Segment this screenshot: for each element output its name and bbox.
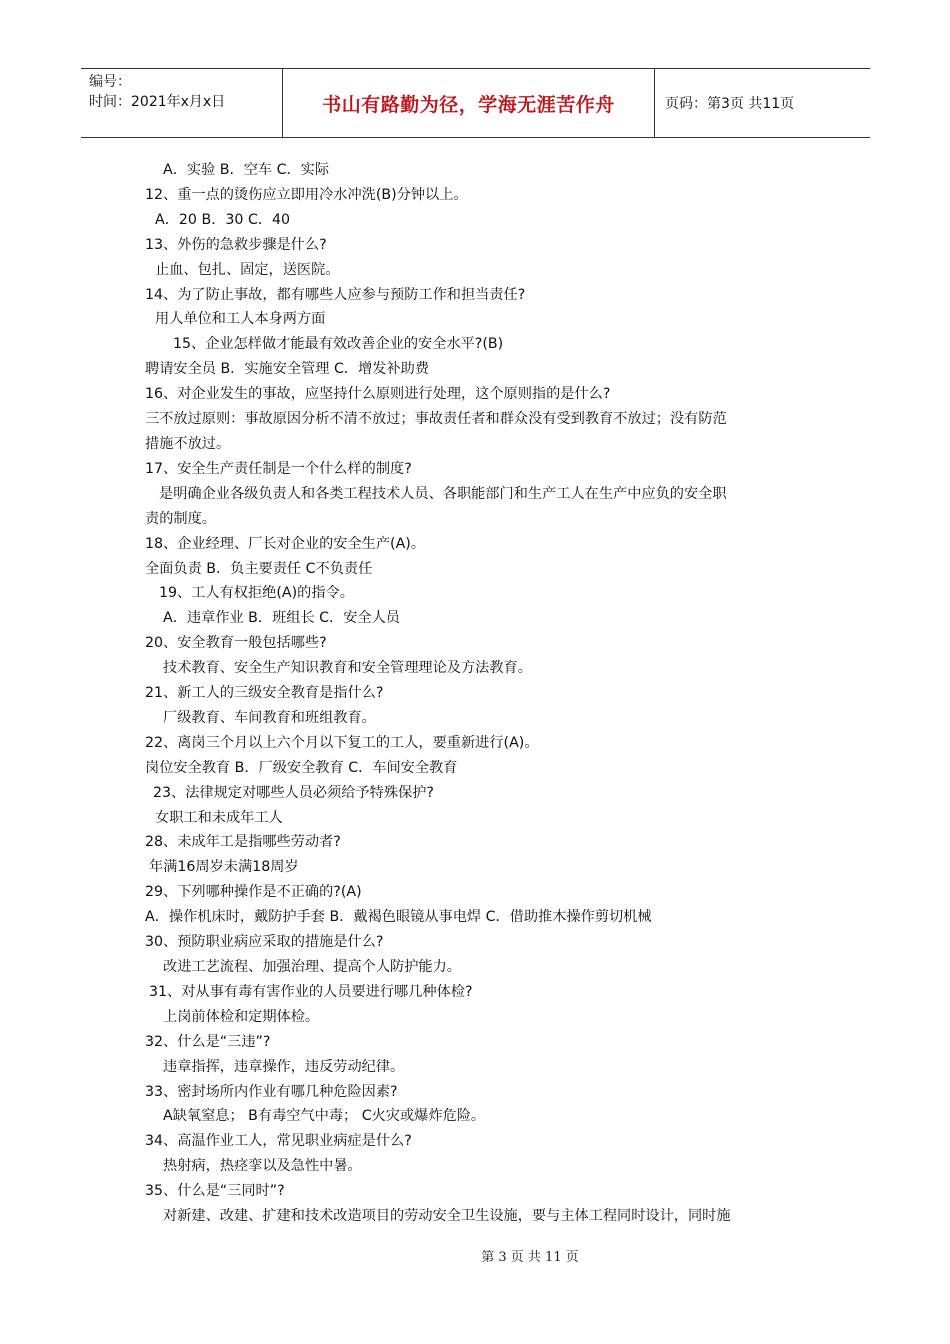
answer-line: 对新建、改建、扩建和技术改造项目的劳动安全卫生设施，要与主体工程同时设计，同时施 xyxy=(163,1208,731,1225)
question-line: 12、重一点的烫伤应立即用冷水冲洗(B)分钟以上。 xyxy=(145,186,468,203)
document-body xyxy=(145,158,825,1229)
question-line: 32、什么是“三违”? xyxy=(145,1033,271,1050)
header-motto: 书山有路勤为径，学海无涯苦作舟 xyxy=(283,69,655,137)
footer-page-number: 第 3 页 共 11 页 xyxy=(481,1250,579,1265)
question-line: 23、法律规定对哪些人员必须给予特殊保护? xyxy=(153,784,434,801)
page-header xyxy=(81,68,870,138)
question-line: 20、安全教育一般包括哪些? xyxy=(145,635,327,652)
text-line: A．操作机床时，戴防护手套 B．戴褐色眼镜从事电焊 C．借助推木操作剪切机械 xyxy=(145,909,652,926)
answer-line: 热射病，热痉挛以及急性中暑。 xyxy=(163,1158,362,1175)
text-line: A．20 B．30 C．40 xyxy=(155,211,291,228)
question-line: 13、外伤的急救步骤是什么? xyxy=(145,236,327,253)
document-date: 时间：2021年x月x日 xyxy=(89,94,226,110)
question-line: 31、对从事有毒有害作业的人员要进行哪几种体检? xyxy=(149,983,473,1000)
answer-line: 年满16周岁未满18周岁 xyxy=(149,859,299,876)
answer-line: 技术教育、安全生产知识教育和安全管理理论及方法教育。 xyxy=(163,660,532,677)
question-line: 15、企业怎样做才能最有效改善企业的安全水平?(B) xyxy=(173,336,504,353)
header-page-info: 页码：第3页 共11页 xyxy=(665,96,795,112)
text-line: A．实验 B．空车 C．实际 xyxy=(163,162,330,178)
text-line: 全面负责 B．负主要责任 C不负责任 xyxy=(145,560,373,577)
answer-line: 违章指挥，违章操作，违反劳动纪律。 xyxy=(163,1058,405,1075)
answer-line: 是明确企业各级负责人和各类工程技术人员、各职能部门和生产工人在生产中应负的安全职 xyxy=(159,485,727,502)
question-line: 28、未成年工是指哪些劳动者? xyxy=(145,834,341,851)
answer-line: 止血、包扎、固定，送医院。 xyxy=(155,261,340,278)
page-footer xyxy=(0,1246,950,1265)
question-line: 35、什么是“三同时”? xyxy=(145,1183,285,1200)
text-line: 聘请安全员 B．实施安全管理 C．增发补助费 xyxy=(145,361,430,378)
question-line: 33、密封场所内作业有哪几种危险因素? xyxy=(145,1083,398,1100)
text-line: A．违章作业 B．班组长 C．安全人员 xyxy=(163,610,400,627)
question-line: 29、下列哪种操作是不正确的?(A) xyxy=(145,884,362,901)
question-line: 30、预防职业病应采取的措施是什么? xyxy=(145,934,384,951)
text-line: 岗位安全教育 B．厂级安全教育 C．车间安全教育 xyxy=(145,759,458,776)
answer-line: A缺氧窒息； B有毒空气中毒； C火灾或爆炸危险。 xyxy=(163,1108,486,1125)
question-line: 14、为了防止事故，都有哪些人应参与预防工作和担当责任? xyxy=(145,286,526,303)
answer-line: 措施不放过。 xyxy=(145,435,231,452)
document-number-label: 编号： xyxy=(89,74,131,90)
answer-line: 用人单位和工人本身两方面 xyxy=(155,311,326,328)
question-line: 22、离岗三个月以上六个月以下复工的工人，要重新进行(A)。 xyxy=(145,734,539,751)
header-meta xyxy=(81,69,283,137)
answer-line: 改进工艺流程、加强治理、提高个人防护能力。 xyxy=(163,959,461,975)
answer-line: 责的制度。 xyxy=(145,510,216,527)
answer-line: 女职工和未成年工人 xyxy=(155,809,283,826)
question-line: 17、安全生产责任制是一个什么样的制度? xyxy=(145,460,412,477)
question-line: 21、新工人的三级安全教育是指什么? xyxy=(145,685,384,702)
question-line: 34、高温作业工人，常见职业病症是什么? xyxy=(145,1133,412,1150)
question-line: 18、企业经理、厂长对企业的安全生产(A)。 xyxy=(145,535,426,552)
answer-line: 三不放过原则：事故原因分析不清不放过；事故责任者和群众没有受到教育不放过；没有防范 xyxy=(145,411,727,428)
answer-line: 厂级教育、车间教育和班组教育。 xyxy=(163,709,376,726)
question-line: 16、对企业发生的事故，应坚持什么原则进行处理，这个原则指的是什么? xyxy=(145,386,611,403)
answer-line: 上岗前体检和定期体检。 xyxy=(163,1008,320,1025)
question-line: 19、工人有权拒绝(A)的指令。 xyxy=(159,585,354,602)
